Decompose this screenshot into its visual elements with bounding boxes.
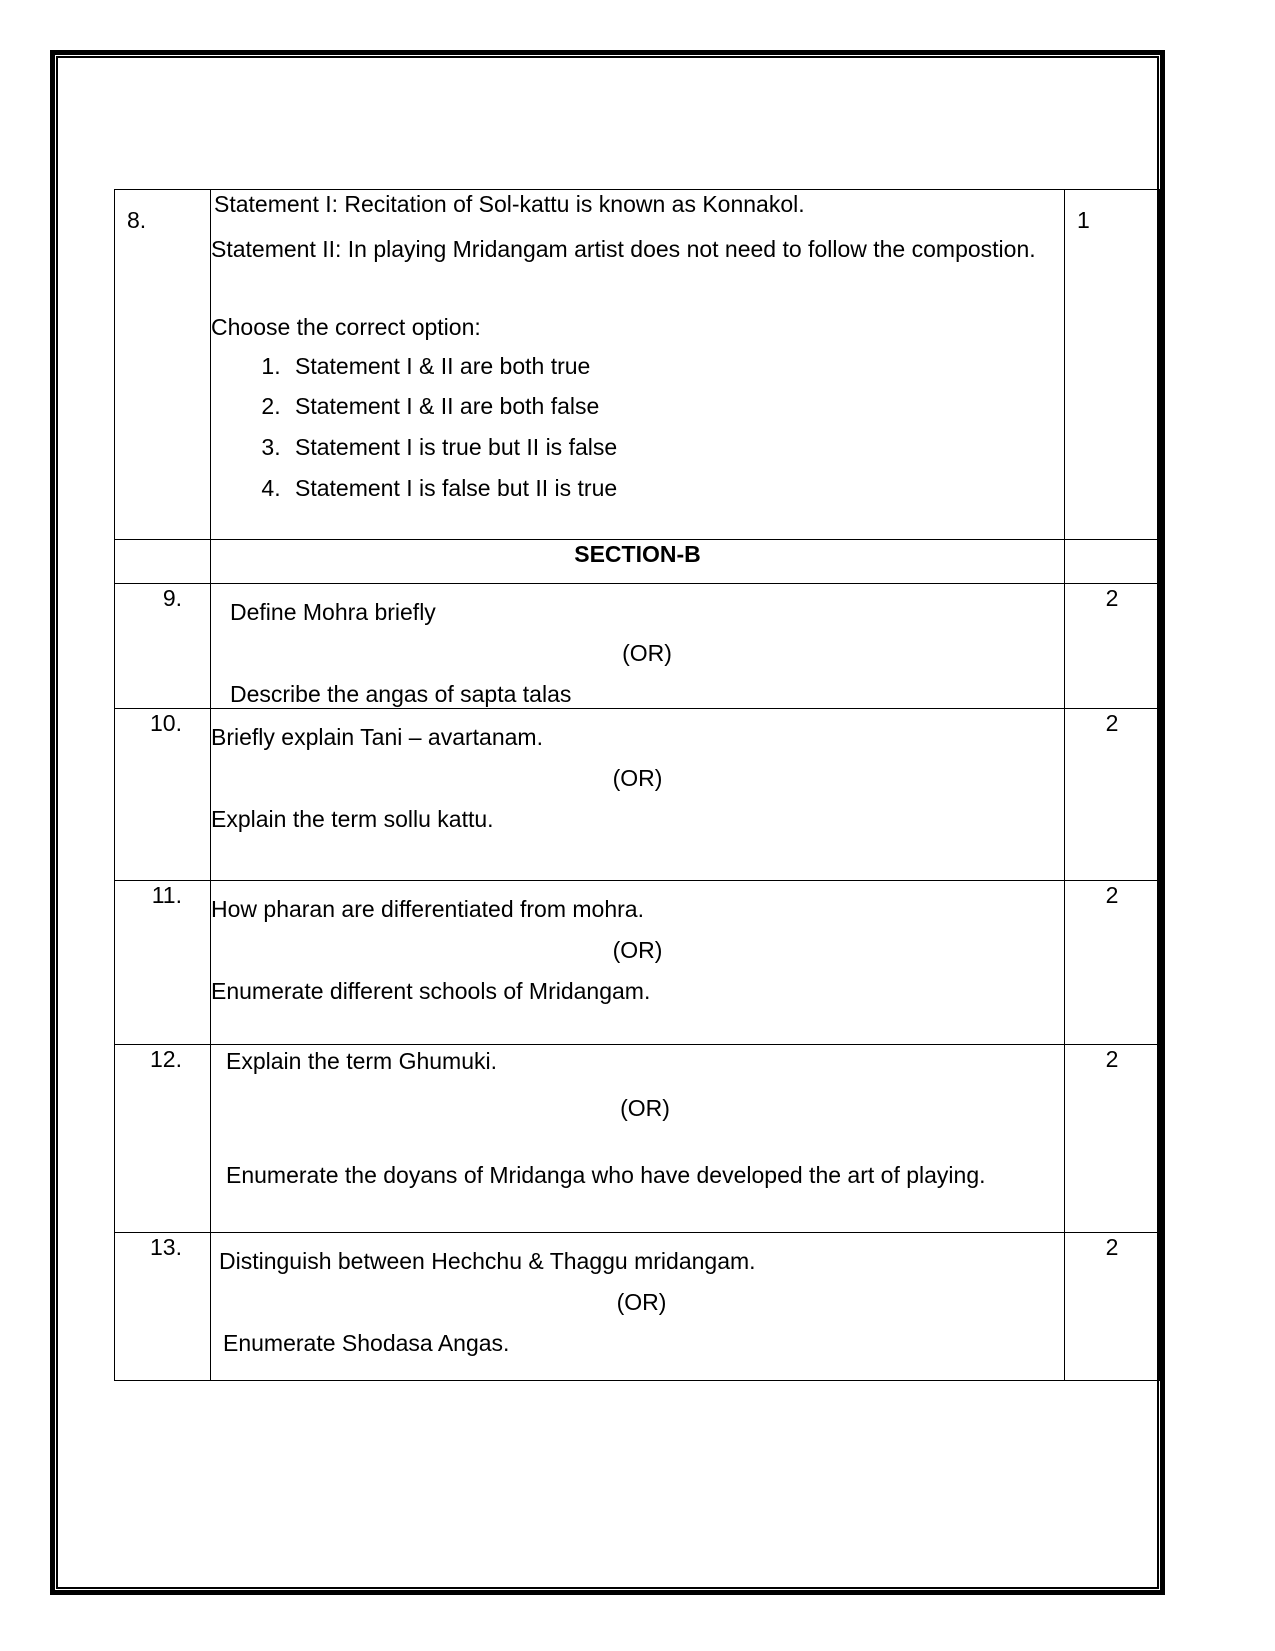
question-row-12 <box>115 1045 1160 1233</box>
question-text-b: Enumerate Shodasa Angas. <box>223 1329 510 1356</box>
question-text-a: Explain the term Ghumuki. <box>226 1048 498 1075</box>
question-text-a: Distinguish between Hechchu & Thaggu mridangam. <box>219 1248 756 1275</box>
or-label: (OR) <box>616 1289 667 1315</box>
question-number: 10. <box>115 709 211 881</box>
or-label: (OR) <box>612 937 663 963</box>
section-num-cell <box>115 540 211 584</box>
or-label: (OR) <box>612 765 663 791</box>
question-content <box>211 1233 1065 1381</box>
option-3: 3. Statement I is true but II is false <box>287 433 1064 462</box>
question-content <box>211 584 1065 709</box>
question-text-b: Enumerate the doyans of Mridanga who have developed the art of playing. <box>226 1161 986 1188</box>
question-number: 12. <box>115 1045 211 1233</box>
question-content <box>211 190 1065 540</box>
question-content <box>211 1045 1065 1233</box>
question-marks: 2 <box>1065 1233 1160 1381</box>
question-row-8 <box>115 190 1160 540</box>
statement-1: Statement I: Recitation of Sol-kattu is known as Konnakol. <box>214 191 805 217</box>
question-row-11 <box>115 881 1160 1045</box>
question-number: 13. <box>115 1233 211 1381</box>
question-text-a: How pharan are differentiated from mohra. <box>211 896 644 923</box>
question-row-9 <box>115 584 1160 709</box>
question-row-13 <box>115 1233 1160 1381</box>
question-marks: 1 <box>1065 190 1160 540</box>
choose-prompt: Choose the correct option: <box>211 313 481 340</box>
question-text-a: Briefly explain Tani – avartanam. <box>211 724 543 751</box>
question-row-10 <box>115 709 1160 881</box>
option-1: 1. Statement I & II are both true <box>287 352 1064 381</box>
section-marks-cell <box>1065 540 1160 584</box>
question-text-b: Enumerate different schools of Mridangam. <box>211 977 651 1004</box>
question-number: 8. <box>115 190 211 540</box>
or-label: (OR) <box>622 639 672 666</box>
question-content <box>211 709 1065 881</box>
statement-2: Statement II: In playing Mridangam artist does not need to follow the compostion. <box>211 235 1036 262</box>
question-text-b: Explain the term sollu kattu. <box>211 805 494 832</box>
option-4: 4. Statement I is false but II is true <box>287 474 1064 503</box>
question-marks: 2 <box>1065 881 1160 1045</box>
question-content <box>211 881 1065 1045</box>
section-row <box>115 540 1160 584</box>
option-2: 2. Statement I & II are both false <box>287 392 1064 421</box>
question-number: 9. <box>115 584 211 709</box>
section-heading: SECTION-B <box>211 540 1065 584</box>
or-label: (OR) <box>620 1095 670 1121</box>
question-number: 11. <box>115 881 211 1045</box>
question-marks: 2 <box>1065 584 1160 709</box>
question-table <box>114 189 1160 1381</box>
question-text-a: Define Mohra briefly <box>230 599 436 625</box>
options-list <box>211 352 1064 503</box>
question-marks: 2 <box>1065 1045 1160 1233</box>
question-text-b: Describe the angas of sapta talas <box>230 680 572 707</box>
question-marks: 2 <box>1065 709 1160 881</box>
